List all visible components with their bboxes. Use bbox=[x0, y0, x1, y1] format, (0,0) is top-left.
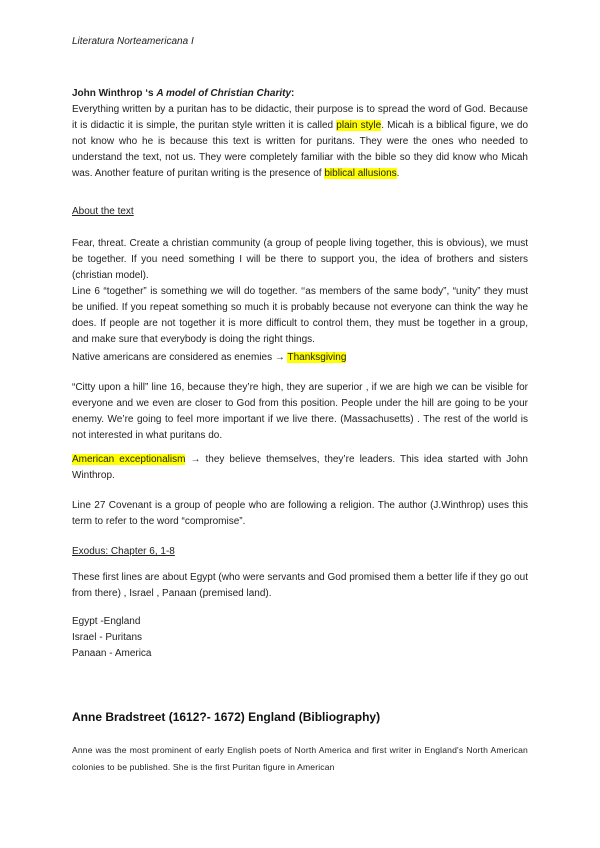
correspondence-list bbox=[72, 614, 528, 662]
intro-text-2: . Micah is a biblical figure, we do not know who he is because this text is written for puritans. They were the ones who needed to understand the text, not us. They were completely familiar with the bible so they did know who Micah was. Another feature of puritan writing is the presence of bbox=[72, 120, 529, 179]
intro-paragraph bbox=[72, 102, 528, 182]
bradstreet-paragraph: Anne was the most prominent of early English poets of North America and first writer in England's North American colonies to be published. She is the first Puritan figure in American bbox=[72, 745, 528, 772]
running-header: Literatura Norteamericana I bbox=[72, 36, 194, 47]
highlight-plain-style: plain style bbox=[336, 120, 382, 131]
exodus-paragraph: These first lines are about Egypt (who were servants and God promised them a better life if they go out from there) , Israel , Panaan (premised land). bbox=[72, 572, 528, 599]
about-text-1: Fear, threat. Create a christian community (a group of people living together, this is obvious), we must be together. If you need something I will be there to support you, the idea of brothers and sisters (christian model). bbox=[72, 238, 528, 281]
native-americans-line bbox=[72, 350, 528, 366]
section-title bbox=[72, 86, 528, 102]
section-heading-bradstreet: Anne Bradstreet (1612?- 1672) England (Bibliography) bbox=[72, 710, 381, 724]
about-paragraph-1 bbox=[72, 236, 528, 348]
about-text-2: Line 6 “together” is something we will do together. ‘‘as members of the same body”, “unity” they must be unified. If you repeat something so much it is probably because not everyone can think the way he does. If people are not together it is more difficult to control them, they must be together in a group, and make sure that everybody is doing the right things. bbox=[72, 286, 528, 345]
title-author: John Winthrop bbox=[72, 88, 143, 99]
city-upon-hill-paragraph: “Citty upon a hill” line 16, because they’re high, they are superior , if we are high we can be visible for everyone and we even are closer to God from this position. People under the hill are going to be your enemy. We’re going to feel more important if we live there. (Massachusetts) . The rest of the world is not interested in what puritans do. bbox=[72, 382, 528, 441]
section-winthrop bbox=[72, 86, 528, 182]
exceptionalism-text: → they believe themselves, they’re leaders. This idea started with John Winthrop. bbox=[72, 454, 528, 481]
exodus-heading: Exodus: Chapter 6, 1-8 bbox=[72, 546, 175, 557]
highlight-american-exceptionalism: American exceptionalism bbox=[72, 454, 186, 465]
intro-text-3: . bbox=[396, 168, 400, 179]
list-item: Egypt -England bbox=[72, 616, 141, 627]
list-item: Panaan - America bbox=[72, 648, 152, 659]
covenant-paragraph: Line 27 Covenant is a group of people who are following a religion. The author (J.Winthrop) uses this term to refer to the word “compromise”. bbox=[72, 500, 528, 527]
title-colon: : bbox=[291, 88, 295, 99]
native-text: Native americans are considered as enemies → bbox=[72, 352, 288, 363]
highlight-biblical-allusions: biblical allusions bbox=[324, 168, 397, 179]
list-item: Israel - Puritans bbox=[72, 632, 143, 643]
highlight-thanksgiving: Thanksgiving bbox=[287, 352, 347, 363]
about-heading: About the text bbox=[72, 206, 134, 217]
title-work: A model of Christian Charity bbox=[156, 88, 292, 99]
intro-text-1: Everything written by a puritan has to be didactic, their purpose is to spread the word of God. Because it is didactic it is simple, the puritan style written it is called bbox=[72, 104, 528, 131]
exceptionalism-paragraph bbox=[72, 452, 528, 484]
title-separator: ‘s bbox=[142, 88, 157, 99]
